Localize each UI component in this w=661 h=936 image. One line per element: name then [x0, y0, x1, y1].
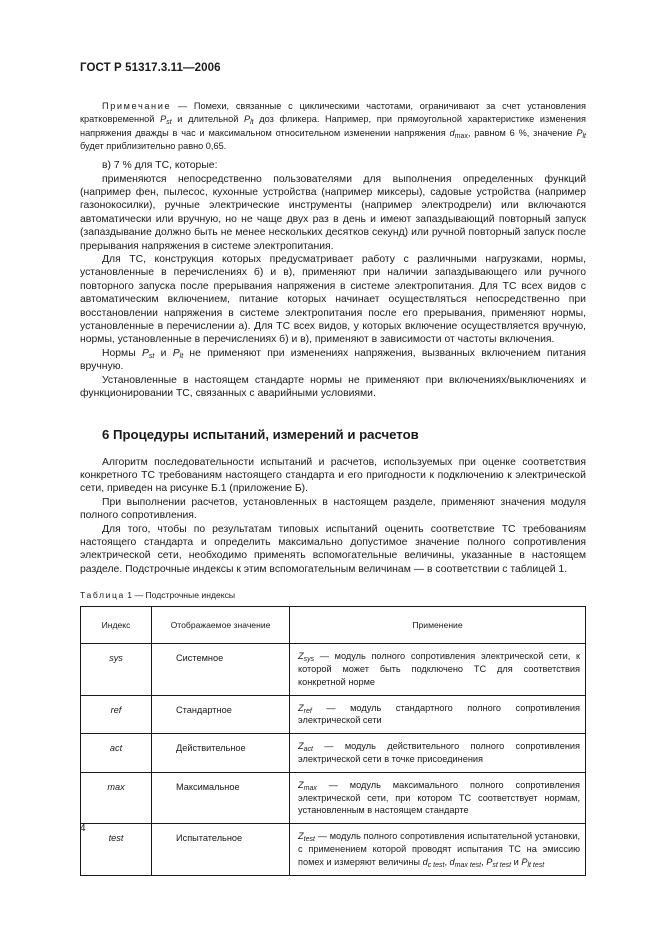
cell-value: Максимальное [152, 772, 290, 823]
cell-application: $Z_{test}$ — модуль полного сопротивления испытательной установки, с применением которой проводят испытания ТС на эмиссию помех и измеряют величины $d_{c test}$, $d_{max test}$, $P_{st test}$ и $P_{lt test}$ [290, 824, 586, 875]
table-row [81, 695, 586, 734]
paragraph: Алгоритм последовательности испытаний и расчетов, используемых при оценке соответствия конкретного ТС требованиям настоящего стандарта и его пригодности к подключению к электрической сети, приведен на рисунке Б.1 (приложение Б). [80, 456, 586, 495]
paragraph: Нормы $P_{st}$ и $P_{lt}$ не применяют при изменениях напряжения, вызванных включением питания вручную. [80, 347, 587, 373]
paragraph: Установленные в настоящем стандарте нормы не применяют при включениях/выключениях и функционировании ТС, связанных с аварийными условиями. [80, 374, 586, 400]
table-row [81, 644, 586, 695]
section-heading: 6 Процедуры испытаний, измерений и расчетов [102, 426, 419, 442]
column-header-index: Индекс [81, 607, 152, 644]
cell-application: $Z_{act}$ — модуль действительного полного сопротивления электрической сети в точке присоединения [290, 734, 586, 773]
document-header: ГОСТ Р 51317.3.11—2006 [80, 62, 221, 74]
cell-value: Системное [152, 644, 290, 695]
cell-application: $Z_{sys}$ — модуль полного сопротивления электрической сети, к которой может быть подключено ТС для соответствия конкретной норме [290, 644, 586, 695]
paragraph: Для ТС, конструкция которых предусматривает работу с различными нагрузками, нормы, установленные в перечислениях б) и в), применяют при наличии запаздывающего или ручного повторного запуска после прерывания напряжения в системе электропитания. Для ТС всех видов с автоматическим включением, питание которых начинает осуществляться непосредственно при восстановлении напряжения в системе электропитания после его прерывания, применяют нормы, установленные в перечислении а). Для ТС всех видов, у которых включение осуществляется вручную, нормы, установленные в перечислениях б) и в), применяют в зависимости от частоты включения. [80, 254, 586, 346]
table-row [81, 772, 586, 823]
list-item-c-label: в) 7 % для ТС, которые: [102, 160, 218, 172]
note-label: Примечание [102, 101, 172, 111]
document-page [80, 62, 586, 876]
note-paragraph: Примечание — Помехи, связанные с циклическими частотами, ограничивают за счет установления кратковременной $P_{st}$ и длительной $P_{lt}$ доз фликера. Например, при прямоугольной характеристике изменения напряжения дважды в час и максимальном относительном изменении напряжения $d_{max}$, равном 6 %, значение $P_{lt}$ будет приблизительно равно 0,65. [80, 101, 587, 151]
table-row [81, 824, 586, 875]
cell-index: act [81, 734, 152, 773]
cell-index: ref [81, 695, 152, 734]
column-header-application: Применение [290, 607, 586, 644]
paragraph: При выполнении расчетов, установленных в настоящем разделе, применяют значения модуля полного сопротивления. [80, 496, 586, 522]
list-item-c-text: применяются непосредственно пользователями для выполнения определенных функций (например фен, пылесос, кухонные устройства (например миксеры), садовые устройства (например газонокосилки), ручные электрические инструменты (например электродрели) или включаются автоматически или вручную, но не чаще двух раз в день и имеют запаздывающий повторный запуск (запаздывание должно быть не менее нескольких десятков секунд) или ручной повторный запуск после прерывания напряжения в системе электропитания. [80, 173, 586, 252]
cell-value: Испытательное [152, 824, 290, 875]
table-header-row [81, 607, 586, 644]
subscript-index-table [80, 606, 586, 875]
table-row [81, 734, 586, 773]
table-caption: Таблица 1 — Подстрочные индексы [80, 590, 236, 601]
cell-index: sys [81, 644, 152, 695]
cell-value: Действительное [152, 734, 290, 773]
paragraph: Для того, чтобы по результатам типовых испытаний оценить соответствие ТС требованиям настоящего стандарта и определить максимально допустимое значение полного сопротивления электрической сети, необходимо применять вспомогательные величины, указанные в настоящем разделе. Подстрочные индексы к этим вспомогательным величинам — в соответствии с таблицей 1. [80, 523, 586, 575]
cell-value: Стандартное [152, 695, 290, 734]
column-header-value: Отображаемое значение [152, 607, 290, 644]
page-number: 4 [80, 823, 86, 834]
cell-application: $Z_{ref}$ — модуль стандартного полного сопротивления электрической сети [290, 695, 586, 734]
cell-application: $Z_{max}$ — модуль максимального полного сопротивления электрической сети, при котором ТС соответствует нормам, установленным в настоящем стандарте [290, 772, 586, 823]
cell-index: max [81, 772, 152, 823]
cell-index: test [81, 824, 152, 875]
